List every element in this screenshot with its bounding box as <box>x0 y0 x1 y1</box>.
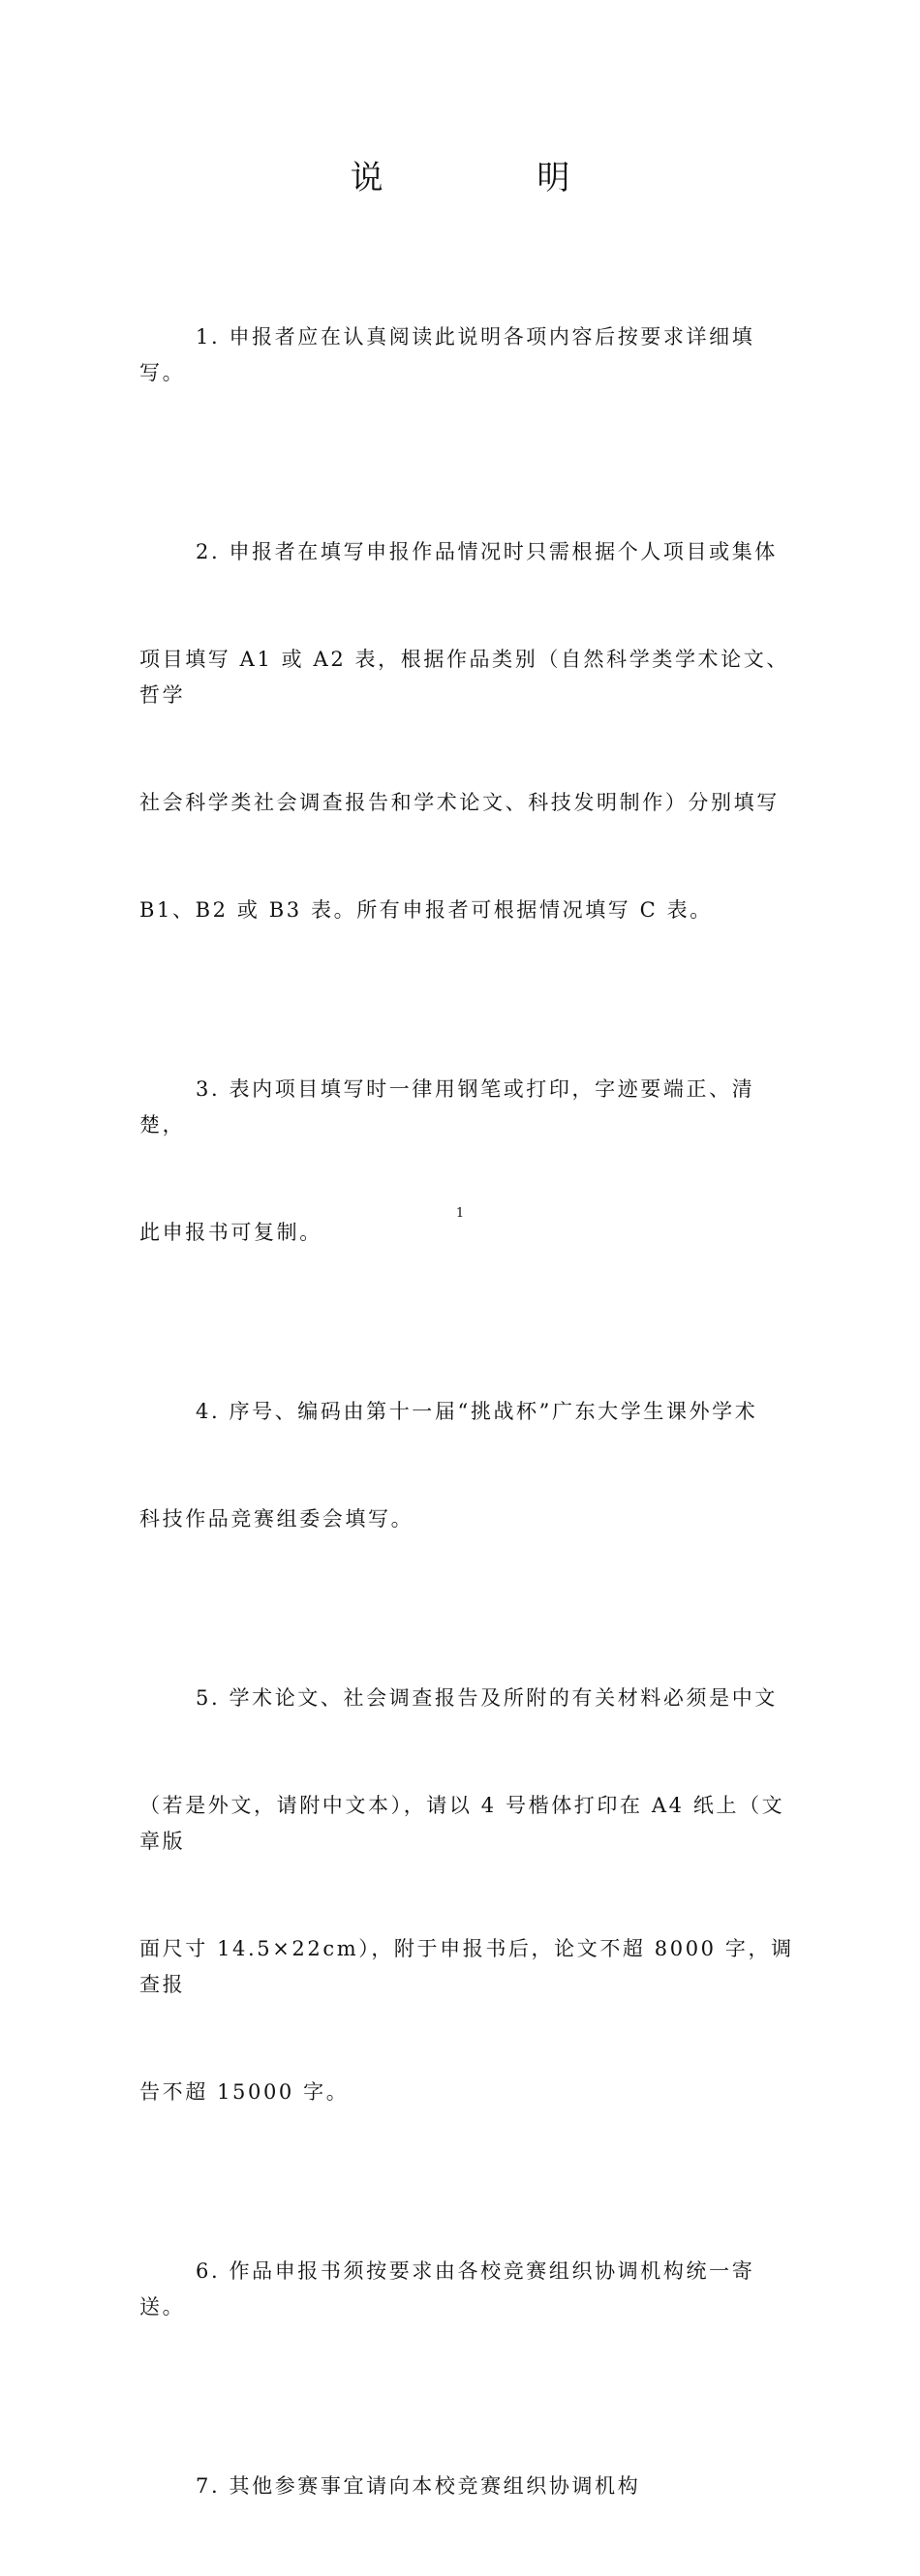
page-title: 说 明 <box>350 159 642 197</box>
text-line: （若是外文，请附中文本），请以 4 号楷体打印在 A4 纸上（文章版 <box>139 1794 785 1853</box>
text-line: 7. 其他参赛事宜请向本校竞赛组织协调机构 <box>196 2474 641 2498</box>
text-line: 3. 表内项目填写时一律用钢笔或打印，字迹要端正、清楚， <box>139 1077 755 1136</box>
instruction-item-2 <box>139 463 798 1000</box>
text-line: 6. 作品申报书须按要求由各校竞赛组织协调机构统一寄送。 <box>139 2259 755 2318</box>
text-line: B1、B2 或 B3 表。所有申报者可根据情况填写 C 表。 <box>139 898 713 922</box>
instruction-item-1 <box>139 248 798 463</box>
text-line: 4. 序号、编码由第十一届“挑战杯”广东大学生课外学术 <box>196 1400 758 1423</box>
text-line: 2. 申报者在填写申报作品情况时只需根据个人项目或集体 <box>196 540 778 563</box>
instruction-item-6 <box>139 2182 798 2397</box>
text-line: 5. 学术论文、社会调查报告及所附的有关材料必须是中文 <box>196 1686 778 1710</box>
instruction-item-4 <box>139 1322 798 1609</box>
instruction-item-3 <box>139 1000 798 1322</box>
instructions-body <box>139 248 798 2576</box>
page-number: 1 <box>455 1206 465 1221</box>
instruction-item-5 <box>139 1609 798 2182</box>
text-line: 此申报书可复制。 <box>139 1221 322 1244</box>
text-line: 项目填写 A1 或 A2 表，根据作品类别（自然科学类学术论文、哲学 <box>139 648 789 707</box>
text-line: 1. 申报者应在认真阅读此说明各项内容后按要求详细填写。 <box>139 325 755 384</box>
text-line: 面尺寸 14.5×22cm），附于申报书后，论文不超 8000 字，调查报 <box>139 1937 794 1996</box>
text-line: 社会科学类社会调查报告和学术论文、科技发明制作）分别填写 <box>139 791 780 814</box>
text-line: 科技作品竞赛组委会填写。 <box>139 1507 414 1530</box>
text-line: 告不超 15000 字。 <box>139 2080 350 2104</box>
instruction-item-7 <box>139 2397 798 2576</box>
